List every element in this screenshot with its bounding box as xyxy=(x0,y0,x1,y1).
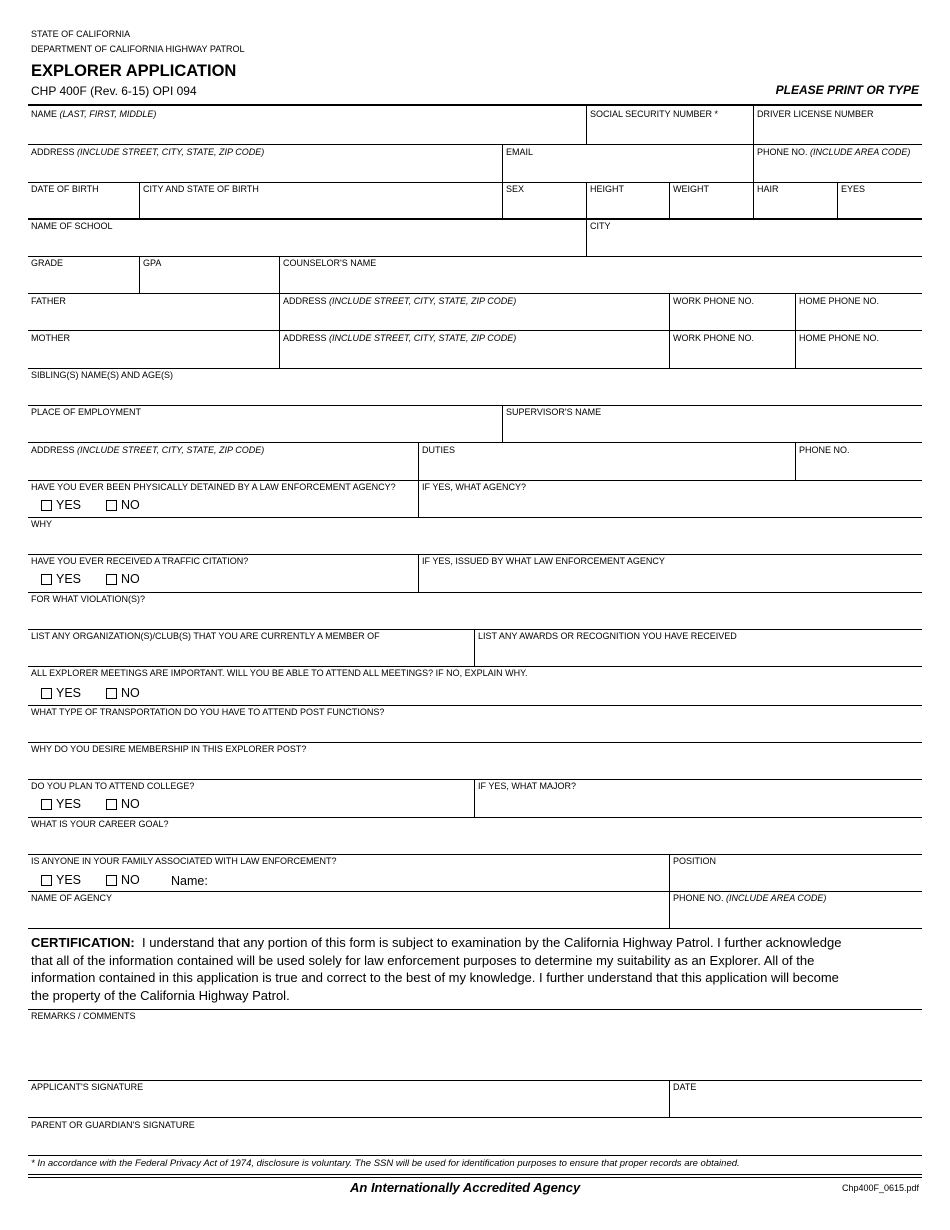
meetings-question: ALL EXPLORER MEETINGS ARE IMPORTANT. WILL YOU BE ABLE TO ATTEND ALL MEETINGS? IF NO, EXPLAIN WHY. xyxy=(31,668,528,678)
weight-field[interactable]: WEIGHT xyxy=(673,184,709,194)
major-field[interactable]: IF YES, WHAT MAJOR? xyxy=(478,781,577,791)
driver-license-field[interactable]: DRIVER LICENSE NUMBER xyxy=(757,109,874,119)
college-yes-label: YES xyxy=(56,797,82,811)
address-field[interactable] xyxy=(31,147,264,158)
college-no-label: NO xyxy=(121,797,140,811)
grade-field[interactable]: GRADE xyxy=(31,258,64,268)
detained-yes-label: YES xyxy=(56,498,82,512)
father-address-hint: (INCLUDE STREET, CITY, STATE, ZIP CODE) xyxy=(329,296,517,306)
print-note: PLEASE PRINT OR TYPE xyxy=(775,83,919,97)
certification-line-1: I understand that any portion of this form is subject to examination by the California Highway Patrol. I further acknowledge xyxy=(141,935,842,950)
agency-phone-hint: (INCLUDE AREA CODE) xyxy=(726,893,827,903)
citation-yes-checkbox[interactable] xyxy=(41,574,52,585)
college-no-checkbox[interactable] xyxy=(106,799,117,810)
mother-address-label: ADDRESS xyxy=(283,333,330,343)
father-field[interactable]: FATHER xyxy=(31,296,66,306)
agency-name-field[interactable]: NAME OF AGENCY xyxy=(31,893,113,903)
family-le-question: IS ANYONE IN YOUR FAMILY ASSOCIATED WITH LAW ENFORCEMENT? xyxy=(31,856,337,866)
agency-phone-field[interactable] xyxy=(673,893,826,904)
counselor-field[interactable]: COUNSELOR'S NAME xyxy=(283,258,377,268)
department-label: DEPARTMENT OF CALIFORNIA HIGHWAY PATROL xyxy=(31,44,245,54)
family-le-name-field[interactable]: Name: xyxy=(171,874,208,888)
detained-no-checkbox[interactable] xyxy=(106,500,117,511)
violation-field[interactable]: FOR WHAT VIOLATION(S)? xyxy=(31,594,146,604)
parent-signature-field[interactable]: PARENT OR GUARDIAN'S SIGNATURE xyxy=(31,1120,195,1130)
father-address-label: ADDRESS xyxy=(283,296,330,306)
transportation-field[interactable]: WHAT TYPE OF TRANSPORTATION DO YOU HAVE TO ATTEND POST FUNCTIONS? xyxy=(31,707,385,717)
employer-address-hint: (INCLUDE STREET, CITY, STATE, ZIP CODE) xyxy=(77,445,265,455)
organizations-field[interactable]: LIST ANY ORGANIZATION(S)/CLUB(S) THAT YOU ARE CURRENTLY A MEMBER OF xyxy=(31,631,380,641)
family-le-yes-checkbox[interactable] xyxy=(41,875,52,886)
name-field[interactable] xyxy=(31,109,156,120)
college-question: DO YOU PLAN TO ATTEND COLLEGE? xyxy=(31,781,195,791)
certification-line-2: that all of the information contained will be used solely for law enforcement purposes to determine my suitability as an Explorer. All of the xyxy=(31,952,815,968)
detained-question: HAVE YOU EVER BEEN PHYSICALLY DETAINED BY A LAW ENFORCEMENT AGENCY? xyxy=(31,482,396,492)
phone-hint: (INCLUDE AREA CODE) xyxy=(810,147,911,157)
school-field[interactable]: NAME OF SCHOOL xyxy=(31,221,113,231)
citation-no-checkbox[interactable] xyxy=(106,574,117,585)
duties-field[interactable]: DUTIES xyxy=(422,445,456,455)
privacy-note: * In accordance with the Federal Privacy Act of 1974, disclosure is voluntary. The SSN will be used for identification purposes to ensure that proper records are obtained. xyxy=(31,1158,740,1169)
mother-work-phone-field[interactable]: WORK PHONE NO. xyxy=(673,333,755,343)
gpa-field[interactable]: GPA xyxy=(143,258,162,268)
phone-label: PHONE NO. xyxy=(757,147,811,157)
phone-field[interactable] xyxy=(757,147,910,158)
name-label: NAME xyxy=(31,109,60,119)
meetings-no-checkbox[interactable] xyxy=(106,688,117,699)
employer-address-label: ADDRESS xyxy=(31,445,78,455)
certification-line-4: the property of the California Highway Patrol. xyxy=(31,987,290,1003)
remarks-field[interactable]: REMARKS / COMMENTS xyxy=(31,1011,136,1021)
ssn-field[interactable]: SOCIAL SECURITY NUMBER * xyxy=(590,109,719,119)
certification-text xyxy=(31,934,923,1004)
family-le-no-checkbox[interactable] xyxy=(106,875,117,886)
form-title: EXPLORER APPLICATION xyxy=(31,62,237,80)
detained-agency-field[interactable]: IF YES, WHAT AGENCY? xyxy=(422,482,527,492)
membership-field[interactable]: WHY DO YOU DESIRE MEMBERSHIP IN THIS EXPLORER POST? xyxy=(31,744,307,754)
birth-city-field[interactable]: CITY AND STATE OF BIRTH xyxy=(143,184,259,194)
career-field[interactable]: WHAT IS YOUR CAREER GOAL? xyxy=(31,819,169,829)
family-le-yes-label: YES xyxy=(56,873,82,887)
form-number: CHP 400F (Rev. 6-15) OPI 094 xyxy=(31,84,197,98)
hair-field[interactable]: HAIR xyxy=(757,184,779,194)
why-field[interactable]: WHY xyxy=(31,519,52,529)
college-yes-checkbox[interactable] xyxy=(41,799,52,810)
awards-field[interactable]: LIST ANY AWARDS OR RECOGNITION YOU HAVE RECEIVED xyxy=(478,631,737,641)
employment-field[interactable]: PLACE OF EMPLOYMENT xyxy=(31,407,142,417)
siblings-field[interactable]: SIBLING(S) NAME(S) AND AGE(S) xyxy=(31,370,174,380)
address-hint: (INCLUDE STREET, CITY, STATE, ZIP CODE) xyxy=(77,147,265,157)
applicant-signature-field[interactable]: APPLICANT'S SIGNATURE xyxy=(31,1082,144,1092)
mother-address-field[interactable] xyxy=(283,333,516,344)
email-field[interactable]: EMAIL xyxy=(506,147,534,157)
footer-filename: Chp400F_0615.pdf xyxy=(841,1183,919,1193)
position-field[interactable]: POSITION xyxy=(673,856,717,866)
citation-yes-label: YES xyxy=(56,572,82,586)
citation-agency-field[interactable]: IF YES, ISSUED BY WHAT LAW ENFORCEMENT AGENCY xyxy=(422,556,665,566)
state-label: STATE OF CALIFORNIA xyxy=(31,29,131,39)
supervisor-field[interactable]: SUPERVISOR'S NAME xyxy=(506,407,602,417)
sex-field[interactable]: SEX xyxy=(506,184,525,194)
citation-no-label: NO xyxy=(121,572,140,586)
mother-address-hint: (INCLUDE STREET, CITY, STATE, ZIP CODE) xyxy=(329,333,517,343)
eyes-field[interactable]: EYES xyxy=(841,184,866,194)
father-home-phone-field[interactable]: HOME PHONE NO. xyxy=(799,296,880,306)
family-le-no-label: NO xyxy=(121,873,140,887)
agency-phone-label: PHONE NO. xyxy=(673,893,727,903)
certification-line-3: information contained in this application is true and correct to the best of my knowledge. I further understand that this application will become xyxy=(31,970,839,985)
footer-tagline: An Internationally Accredited Agency xyxy=(350,1180,581,1195)
height-field[interactable]: HEIGHT xyxy=(590,184,625,194)
dob-field[interactable]: DATE OF BIRTH xyxy=(31,184,99,194)
detained-no-label: NO xyxy=(121,498,140,512)
detained-yes-checkbox[interactable] xyxy=(41,500,52,511)
date-field[interactable]: DATE xyxy=(673,1082,697,1092)
meetings-yes-checkbox[interactable] xyxy=(41,688,52,699)
name-hint: (LAST, FIRST, MIDDLE) xyxy=(59,109,157,119)
employer-phone-field[interactable]: PHONE NO. xyxy=(799,445,850,455)
address-label: ADDRESS xyxy=(31,147,78,157)
citation-question: HAVE YOU EVER RECEIVED A TRAFFIC CITATION? xyxy=(31,556,249,566)
meetings-yes-label: YES xyxy=(56,686,82,700)
meetings-no-label: NO xyxy=(121,686,140,700)
employer-address-field[interactable] xyxy=(31,445,264,456)
mother-home-phone-field[interactable]: HOME PHONE NO. xyxy=(799,333,880,343)
mother-field[interactable]: MOTHER xyxy=(31,333,70,343)
city-field[interactable]: CITY xyxy=(590,221,611,231)
certification-heading: CERTIFICATION: xyxy=(31,935,135,950)
father-address-field[interactable] xyxy=(283,296,516,307)
father-work-phone-field[interactable]: WORK PHONE NO. xyxy=(673,296,755,306)
